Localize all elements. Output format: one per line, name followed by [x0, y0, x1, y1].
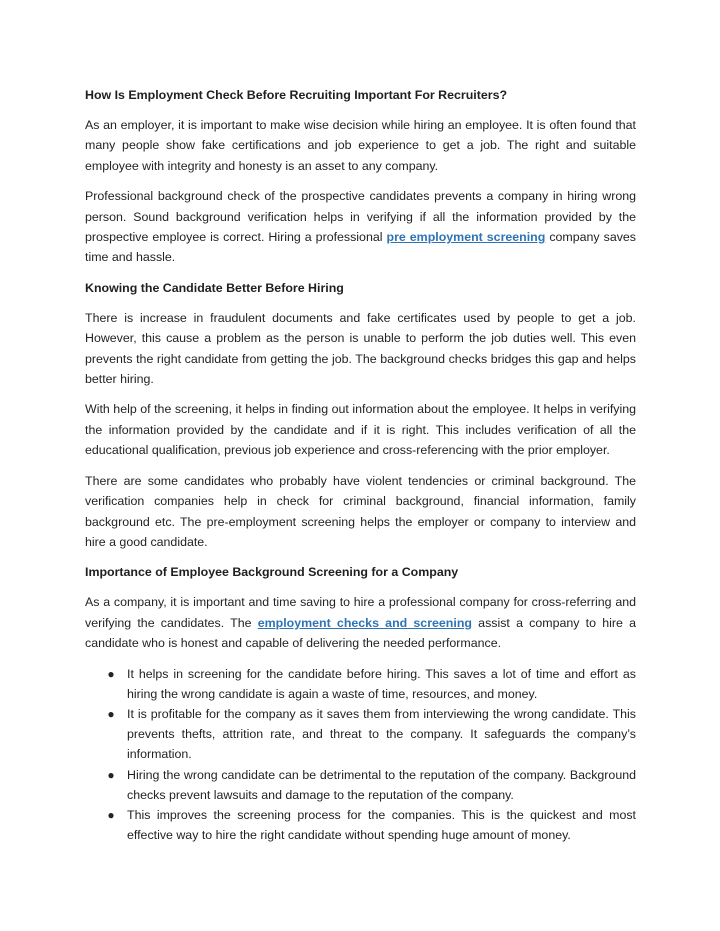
list-item: [85, 765, 636, 805]
bullet-icon: ●: [107, 767, 115, 782]
paragraph-intro: As an employer, it is important to make wise decision while hiring an employee. It is often found that many people show fake certifications and job experience to get a job. The right and suitable employee with integrity and honesty is an asset to any company.: [85, 118, 636, 173]
section-heading-knowing-candidate: Knowing the Candidate Better Before Hiring: [85, 280, 344, 295]
list-item-text: This improves the screening process for the companies. This is the quickest and most effective way to hire the right candidate without spending huge amount of money.: [127, 807, 636, 843]
list-item-text: Hiring the wrong candidate can be detrimental to the reputation of the company. Background checks prevent lawsuits and damage to the reputation of the company.: [127, 767, 636, 802]
bullet-icon: ●: [107, 807, 115, 822]
list-item-text: It helps in screening for the candidate before hiring. This saves a lot of time and effort as hiring the wrong candidate is again a waste of time, resources, and money.: [127, 666, 636, 701]
bullet-icon: ●: [107, 666, 115, 681]
list-item: [85, 704, 636, 765]
section-heading-employment-check: How Is Employment Check Before Recruiting Important For Recruiters?: [85, 88, 508, 102]
paragraph-text: As a company, it is important and time saving to hire a professional company for cross-referring and verifying the candidates. The: [85, 595, 636, 630]
list-item-text: It is profitable for the company as it saves them from interviewing the wrong candidate. This prevents thefts, attrition rate, and threat to the company. It safeguards the company’s information.: [127, 706, 636, 762]
list-item: [85, 805, 636, 845]
paragraph-text: assist a company to hire a candidate who is honest and capable of delivering the needed performance.: [85, 615, 636, 651]
paragraph-text: Professional background check of the prospective candidates prevents a company in hiring wrong person. Sound background verification helps in verifying if all the information provided by the prospective employee is correct. Hiring a professional: [85, 189, 636, 245]
paragraph-violent-tendencies: There are some candidates who probably have violent tendencies or criminal background. The verification companies help in check for criminal background, financial information, family background etc. The pre-employment screening helps the employer or company to interview and hire a good candidate.: [85, 473, 636, 549]
bullet-icon: ●: [107, 706, 115, 721]
paragraph-fraudulent-documents: There is increase in fraudulent documents and fake certificates used by people to get a job. However, this cause a problem as the person is unable to perform the job duties well. This even prevents the right candidate from getting the job. The background checks bridges this gap and helps better hiring.: [85, 310, 636, 387]
paragraph-background-check: [85, 186, 636, 268]
section-heading-importance: Importance of Employee Background Screening for a Company: [85, 565, 459, 580]
benefits-list: [85, 664, 636, 846]
paragraph-company-hiring: [85, 592, 636, 653]
link-employment-checks-and-screening[interactable]: employment checks and screening: [257, 615, 472, 630]
paragraph-screening-help: With help of the screening, it helps in finding out information about the employee. It helps in verifying the information provided by the candidate and if it is right. This includes verification of all the educational qualification, previous job experience and cross-referencing with the prior employer.: [85, 402, 636, 458]
link-pre-employment-screening[interactable]: pre employment screening: [386, 230, 546, 245]
list-item: [85, 664, 636, 704]
document-body: [85, 85, 636, 845]
paragraph-text: company saves time and hassle.: [85, 230, 636, 265]
